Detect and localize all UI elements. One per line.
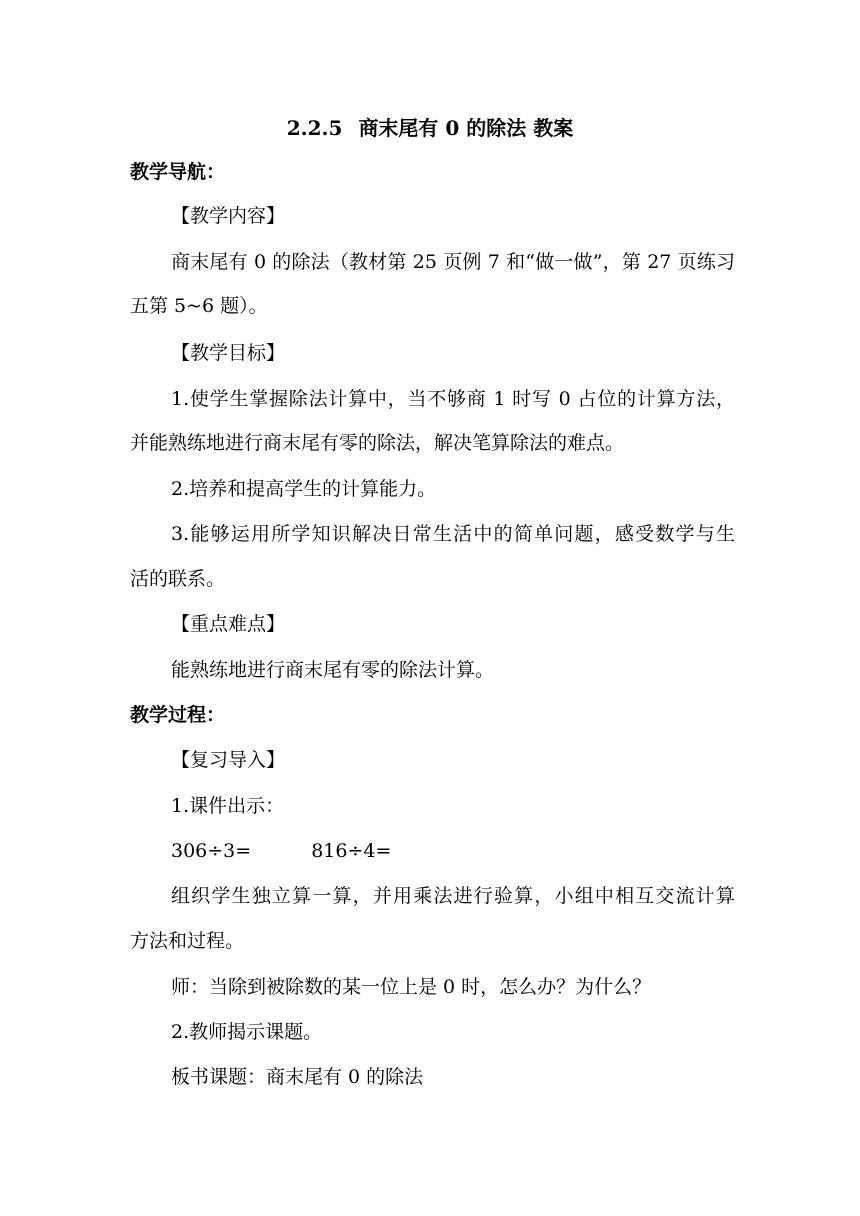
board-title: 板书课题：商末尾有 0 的除法 xyxy=(171,1066,424,1088)
goal-3-line-2: 活的联系。 xyxy=(130,568,226,590)
goal-3-line-1: 3.能够运用所学知识解决日常生活中的简单问题，感受数学与生 xyxy=(171,523,735,545)
content-line-2: 五第 5~6 题）。 xyxy=(130,295,268,317)
activity-line-2: 方法和过程。 xyxy=(130,930,245,952)
document-title xyxy=(0,115,860,141)
review-heading: 【复习导入】 xyxy=(171,749,286,771)
teacher-question: 师：当除到被除数的某一位上是 0 时，怎么办？为什么？ xyxy=(171,976,652,998)
keypoints-heading: 【重点难点】 xyxy=(171,613,286,635)
goal-1-line-1: 1.使学生掌握除法计算中，当不够商 1 时写 0 占位的计算方法， xyxy=(171,388,735,410)
keypoints-text: 能熟练地进行商末尾有零的除法计算。 xyxy=(171,659,495,681)
step-1: 1.课件出示： xyxy=(171,795,285,817)
expression-2: 816÷4= xyxy=(311,840,392,862)
title-text: 商末尾有 0 的除法 教案 xyxy=(358,116,574,140)
expression-row xyxy=(171,839,735,863)
process-heading: 教学过程： xyxy=(130,704,226,726)
content-line-1: 商末尾有 0 的除法（教材第 25 页例 7 和“做一做”，第 27 页练习 xyxy=(171,251,735,273)
goals-heading: 【教学目标】 xyxy=(171,342,286,364)
activity-line-1: 组织学生独立算一算，并用乘法进行验算，小组中相互交流计算 xyxy=(171,885,735,907)
step-2: 2.教师揭示课题。 xyxy=(171,1021,323,1043)
guide-heading: 教学导航： xyxy=(130,161,226,183)
goal-2: 2.培养和提高学生的计算能力。 xyxy=(171,478,437,500)
goal-1-line-2: 并能熟练地进行商末尾有零的除法，解决笔算除法的难点。 xyxy=(130,432,625,454)
expression-1: 306÷3= xyxy=(171,840,252,862)
content-heading: 【教学内容】 xyxy=(171,205,286,227)
title-number: 2.2.5 xyxy=(286,116,343,140)
